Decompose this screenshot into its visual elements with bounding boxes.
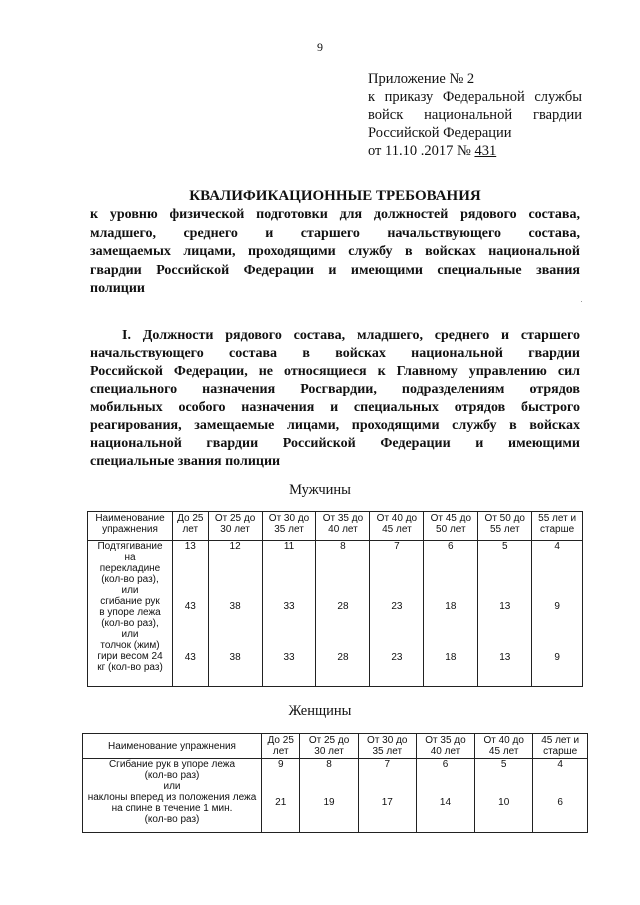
exercise-line: или (163, 781, 181, 792)
page-number: 9 (317, 40, 323, 54)
header-label: лет (272, 746, 289, 757)
header-label: От 45 до (430, 513, 472, 524)
appendix-date-line (368, 142, 582, 160)
header-label: От 35 до (322, 513, 364, 524)
header-label: От 25 до (308, 735, 350, 746)
appendix-line: Приложение № 2 (368, 71, 475, 87)
section-heading (90, 327, 580, 471)
value-kettlebell: 38 (229, 652, 241, 663)
value-pullups: 7 (394, 541, 400, 552)
value-pushups: 9 (554, 601, 560, 612)
value-pushups: 13 (499, 601, 511, 612)
order-number: 431 (474, 143, 497, 159)
header-label: лет (182, 524, 199, 535)
appendix-block (368, 70, 582, 160)
header-label: старше (540, 524, 575, 535)
value-situps: 6 (557, 797, 563, 808)
header-label: 55 лет (489, 524, 520, 535)
section-line: I. Должности рядового состава, младшего, среднего и старшего (122, 328, 580, 343)
section-line: начальствующего состава в войсках национальной гвардии (90, 346, 580, 361)
value-situps: 10 (498, 797, 510, 808)
exercise-line: (кол-во раз), (101, 574, 159, 585)
value-pullups: 4 (554, 541, 560, 552)
value-cell (370, 541, 424, 687)
header-cell (262, 734, 300, 759)
header-label: 30 лет (220, 524, 250, 535)
exercise-line: на (124, 552, 136, 563)
exercise-line: или (121, 585, 139, 596)
value-cell (478, 541, 532, 687)
value-situps: 17 (381, 797, 393, 808)
value-kettlebell: 18 (445, 652, 457, 663)
value-pushups: 4 (557, 759, 563, 770)
header-cell (208, 512, 262, 541)
value-cell (533, 759, 588, 833)
men-caption: Мужчины (289, 482, 351, 498)
header-label: До 25 (267, 735, 294, 746)
subtitle-line: замещаемых лицами, проходящими службу в войсках национальной (90, 244, 580, 259)
value-kettlebell: 9 (554, 652, 560, 663)
header-cell (533, 734, 588, 759)
exercise-line: гири весом 24 (97, 651, 163, 662)
header-cell (358, 734, 416, 759)
value-pullups: 12 (229, 541, 241, 552)
section-line: мобильных особого назначения и специальных отрядов быстрого (90, 400, 580, 415)
header-label: 35 лет (274, 524, 304, 535)
header-cell (88, 512, 173, 541)
section-line: реагирования, замещаемые лицами, проходящими службу в войсках (90, 418, 580, 433)
exercise-line: на спине в течение 1 мин. (111, 803, 233, 814)
value-kettlebell: 13 (499, 652, 511, 663)
value-cell (262, 759, 300, 833)
value-cell (173, 541, 209, 687)
header-label: 30 лет (314, 746, 344, 757)
value-kettlebell: 43 (184, 652, 196, 663)
exercise-line: сгибание рук (100, 596, 160, 607)
value-kettlebell: 33 (283, 652, 295, 663)
exercise-line: (кол-во раз), (101, 618, 159, 629)
header-label: От 30 до (268, 513, 310, 524)
exercise-line: Подтягивание (97, 541, 163, 552)
women-table (82, 733, 588, 833)
subtitle-line: гвардии Российской Федерации и имеющими специальные звания (90, 262, 580, 278)
value-pullups: 13 (184, 541, 196, 552)
header-cell (478, 512, 532, 541)
header-label: упражнения (102, 524, 158, 535)
value-pullups: 5 (501, 541, 508, 552)
value-pushups: 18 (445, 601, 457, 612)
value-pushups: 5 (500, 759, 507, 770)
header-label: старше (543, 746, 578, 757)
subtitle-line: младшего, среднего и старшего начальствующего состава, (90, 225, 580, 241)
header-label: От 30 до (367, 735, 408, 746)
value-pullups: 11 (283, 541, 295, 552)
header-cell (83, 734, 262, 759)
document-title: КВАЛИФИКАЦИОННЫЕ ТРЕБОВАНИЯ (189, 188, 481, 204)
table-row (83, 759, 588, 833)
value-cell (300, 759, 358, 833)
value-cell (532, 541, 583, 687)
value-cell (358, 759, 416, 833)
exercise-line: кг (кол-во раз) (97, 662, 163, 673)
header-cell (416, 734, 474, 759)
header-cell (475, 734, 533, 759)
header-label: 55 лет и (538, 513, 577, 524)
exercise-line: или (121, 629, 139, 640)
value-situps: 19 (323, 797, 335, 808)
header-cell (262, 512, 316, 541)
document-subtitle (90, 206, 580, 299)
table-header-row (88, 512, 583, 541)
appendix-line: Российской Федерации (368, 125, 512, 141)
section-line: Российской Федерации, не относящиеся к Главному управлению сил (90, 364, 580, 379)
value-pushups: 33 (283, 601, 295, 612)
value-pushups: 9 (277, 759, 284, 770)
section-line: специальные звания полиции (90, 454, 281, 469)
value-cell (262, 541, 316, 687)
value-pushups: 38 (229, 601, 241, 612)
header-label: 45 лет (488, 746, 519, 757)
value-situps: 21 (275, 797, 287, 808)
exercise-line: толчок (жим) (100, 640, 160, 651)
header-cell (370, 512, 424, 541)
value-pushups: 23 (391, 601, 403, 612)
subtitle-line: полиции (90, 281, 146, 296)
women-caption: Женщины (288, 703, 352, 719)
header-label: До 25 (177, 513, 204, 524)
value-cell (316, 541, 370, 687)
section-line: национальной гвардии Российской Федерации и имеющими (90, 436, 580, 451)
header-label: 45 лет и (541, 735, 580, 746)
header-label: 40 лет (430, 746, 461, 757)
subtitle-line: к уровню физической подготовки для должностей рядового состава, (90, 207, 580, 222)
header-label: Наименование упражнения (108, 740, 236, 752)
exercise-line: (кол-во раз) (144, 770, 200, 781)
exercise-cell (83, 759, 262, 833)
exercise-line: наклоны вперед из положения лежа (87, 792, 257, 803)
exercise-line: перекладине (99, 563, 161, 574)
header-cell (173, 512, 209, 541)
value-kettlebell: 23 (391, 652, 403, 663)
value-cell (424, 541, 478, 687)
men-table (87, 511, 583, 687)
header-label: Наименование (95, 513, 165, 524)
value-pushups: 43 (184, 601, 196, 612)
header-cell (532, 512, 583, 541)
scan-speck (581, 301, 582, 302)
value-kettlebell: 28 (337, 652, 349, 663)
header-label: 40 лет (328, 524, 358, 535)
value-pushups: 28 (337, 601, 349, 612)
appendix-date: от 11.10 .2017 № (368, 143, 471, 159)
header-cell (424, 512, 478, 541)
exercise-cell (88, 541, 173, 687)
appendix-line: к приказу Федеральной службы (368, 89, 582, 105)
value-pushups: 8 (326, 759, 332, 770)
header-label: От 50 до (484, 513, 525, 524)
section-line: специального назначения Росгвардии, подразделениям отрядов (90, 382, 580, 397)
exercise-line: в упоре лежа (99, 607, 161, 618)
header-label: 35 лет (372, 746, 403, 757)
header-label: От 40 до (483, 735, 524, 746)
exercise-line: Сгибание рук в упоре лежа (108, 759, 236, 770)
value-cell (416, 759, 474, 833)
value-cell (475, 759, 533, 833)
header-label: От 35 до (425, 735, 466, 746)
appendix-line: войск национальной гвардии (368, 107, 582, 123)
header-label: 45 лет (382, 524, 412, 535)
value-pushups: 7 (384, 759, 391, 770)
header-cell (300, 734, 358, 759)
value-cell (208, 541, 262, 687)
value-pullups: 6 (448, 541, 454, 552)
header-cell (316, 512, 370, 541)
exercise-line: (кол-во раз) (144, 814, 200, 825)
value-pushups: 6 (442, 759, 449, 770)
value-situps: 14 (439, 797, 452, 808)
table-row (88, 541, 583, 687)
header-label: От 40 до (376, 513, 418, 524)
table-header-row (83, 734, 588, 759)
header-label: От 25 до (214, 513, 256, 524)
header-label: 50 лет (436, 524, 466, 535)
value-pullups: 8 (340, 541, 346, 552)
